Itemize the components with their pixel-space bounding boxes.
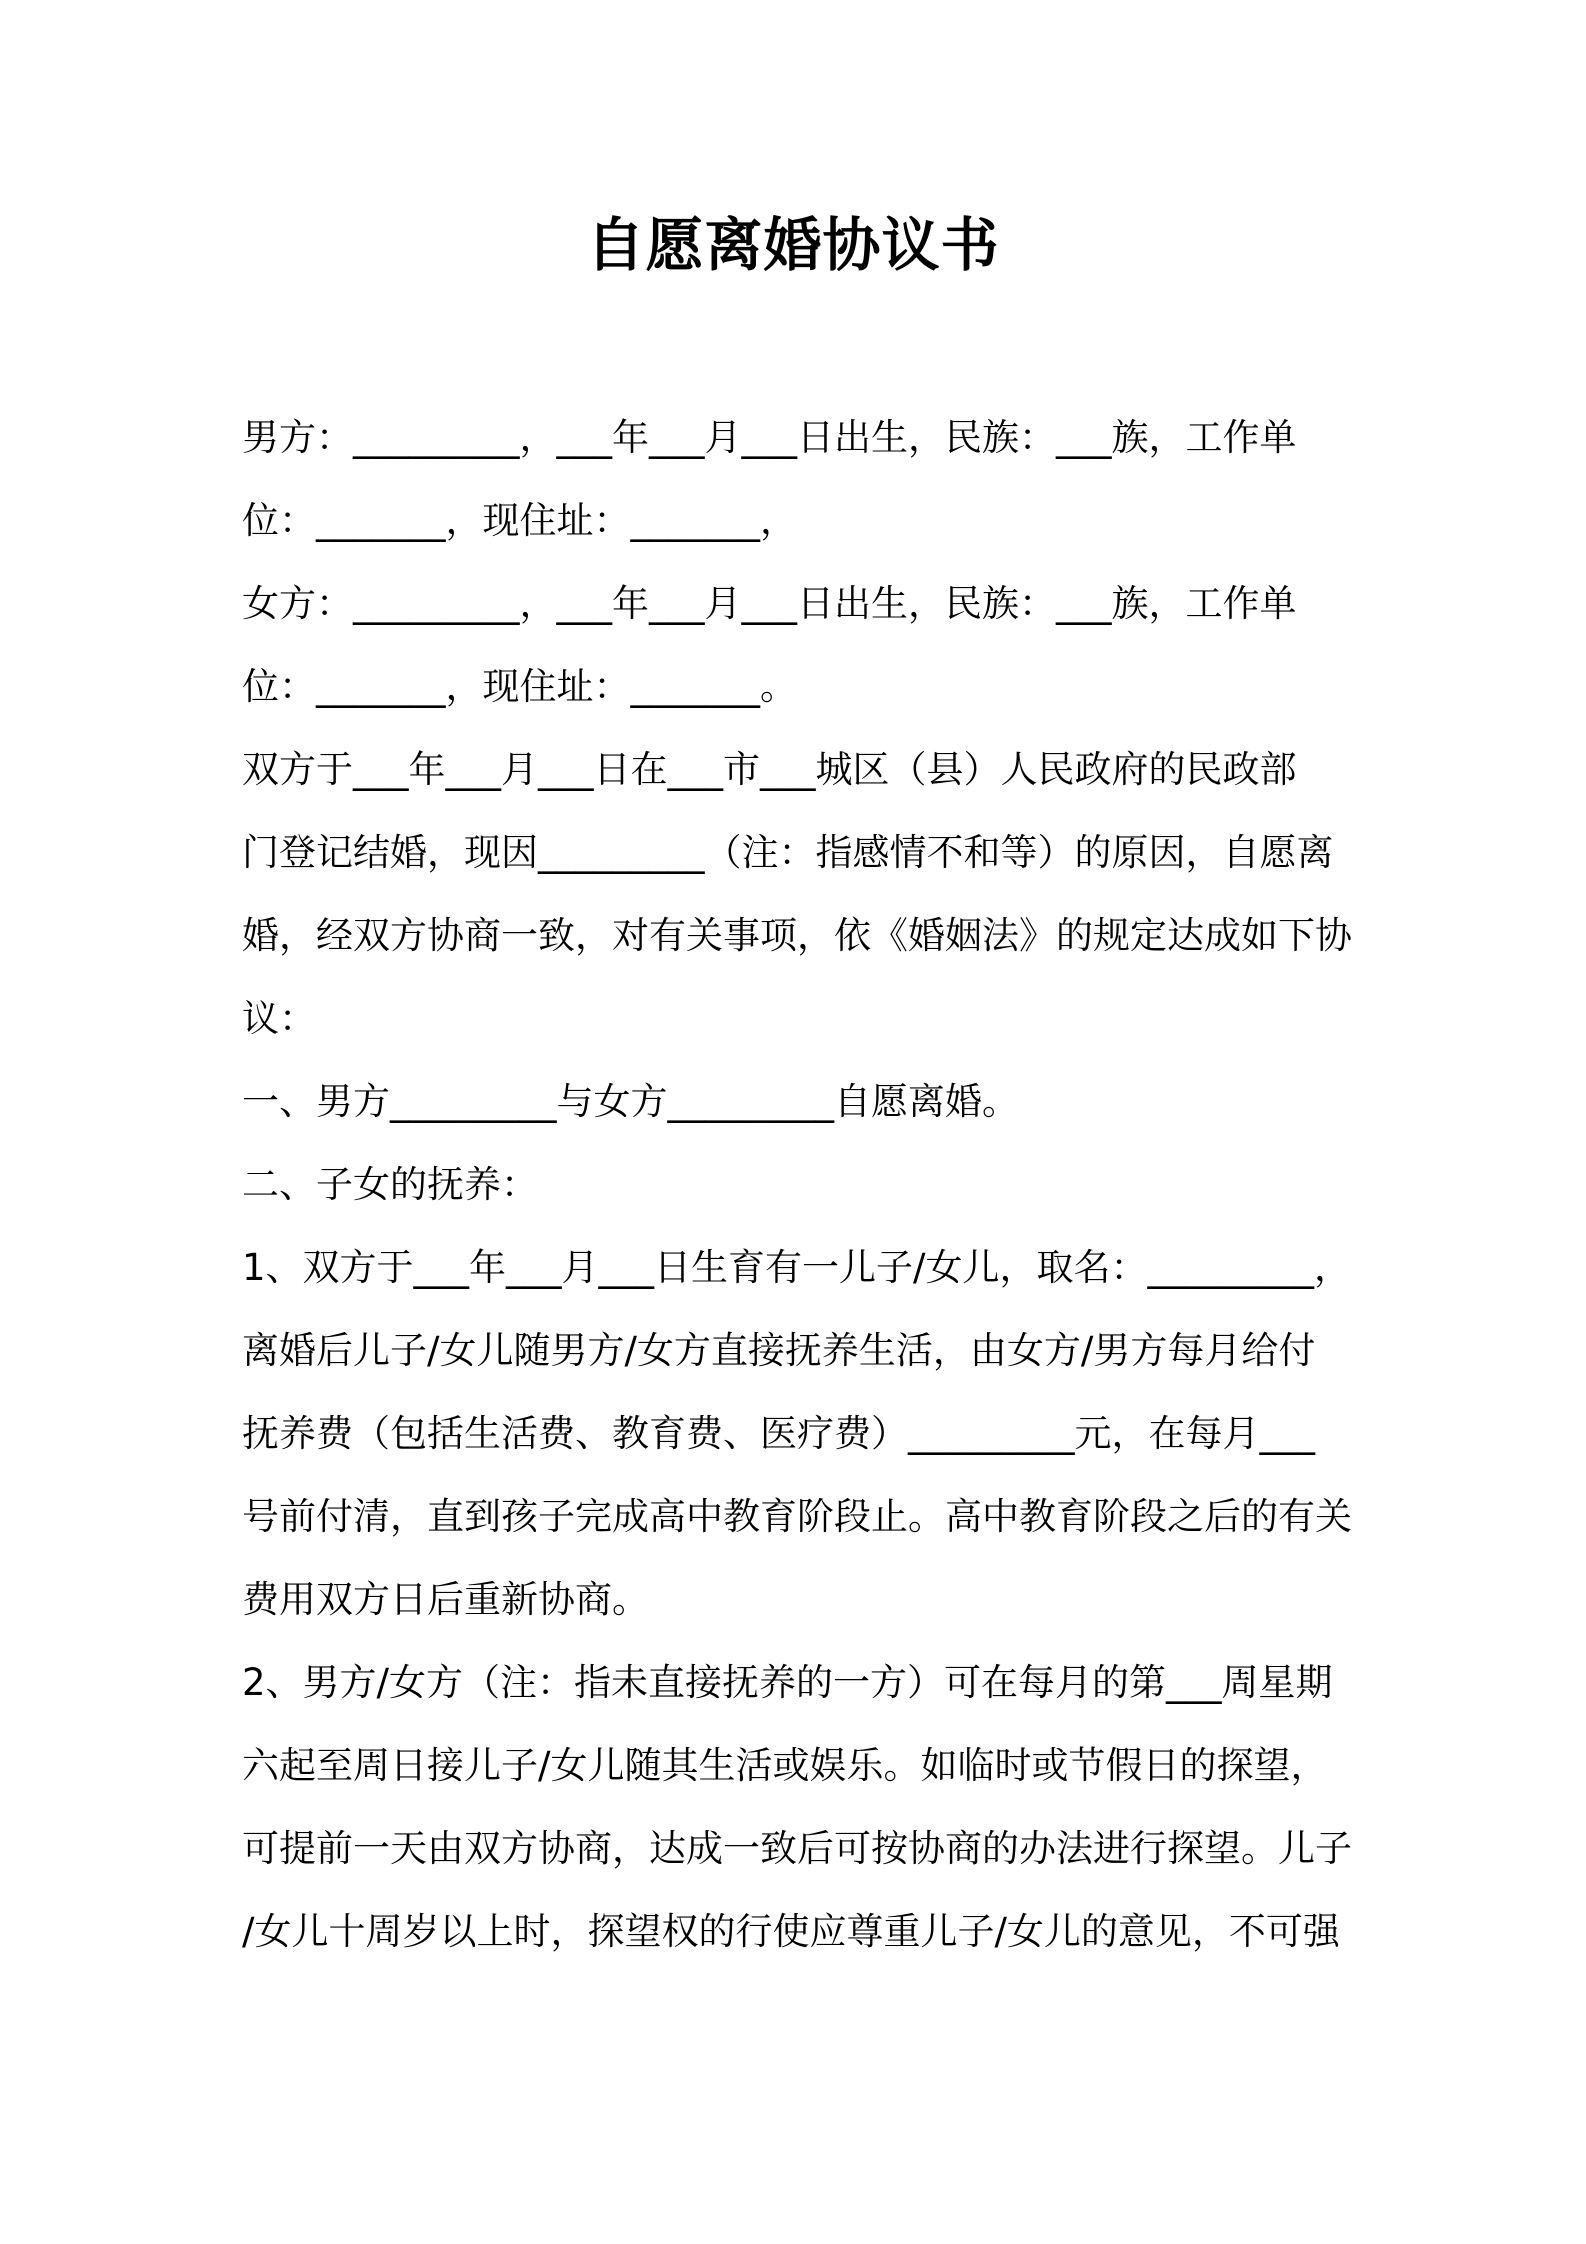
text-line: 离婚后儿子/女儿随男方/女方直接抚养生活，由女方/男方每月给付 bbox=[242, 1329, 1316, 1372]
text-line: 2、男方/女方（注：指未直接抚养的一方）可在每月的第___周星期 bbox=[242, 1661, 1333, 1704]
text-line: 门登记结婚，现因_________（注：指感情不和等）的原因，自愿离 bbox=[242, 831, 1334, 874]
text-line: 位：_______，现住址：_______。 bbox=[242, 665, 797, 708]
text-line: 双方于___年___月___日在___市___城区（县）人民政府的民政部 bbox=[242, 748, 1297, 791]
text-line: 1、双方于___年___月___日生育有一儿子/女儿，取名：_________， bbox=[242, 1246, 1352, 1289]
text-line: 号前付清，直到孩子完成高中教育阶段止。高中教育阶段之后的有关 bbox=[242, 1495, 1352, 1538]
text-line: 男方：_________，___年___月___日出生，民族：___族，工作单 bbox=[242, 416, 1297, 459]
text-line: 费用双方日后重新协商。 bbox=[242, 1578, 649, 1621]
document-title: 自愿离婚协议书 bbox=[586, 211, 1000, 279]
text-line: 六起至周日接儿子/女儿随其生活或娱乐。如临时或节假日的探望， bbox=[242, 1744, 1328, 1787]
text-line: 一、男方_________与女方_________自愿离婚。 bbox=[242, 1080, 1019, 1123]
text-line: 女方：_________，___年___月___日出生，民族：___族，工作单 bbox=[242, 582, 1297, 625]
text-line: 婚，经双方协商一致，对有关事项，依《婚姻法》的规定达成如下协 bbox=[242, 914, 1352, 957]
text-line: /女儿十周岁以上时，探望权的行使应尊重儿子/女儿的意见，不可强 bbox=[242, 1910, 1340, 1953]
text-line: 位：_______，现住址：_______， bbox=[242, 499, 797, 542]
text-line: 抚养费（包括生活费、教育费、医疗费）_________元，在每月___ bbox=[242, 1412, 1315, 1455]
text-line: 议： bbox=[242, 997, 316, 1040]
text-line: 二、子女的抚养： bbox=[242, 1163, 538, 1206]
text-line: 可提前一天由双方协商，达成一致后可按协商的办法进行探望。儿子 bbox=[242, 1827, 1352, 1870]
